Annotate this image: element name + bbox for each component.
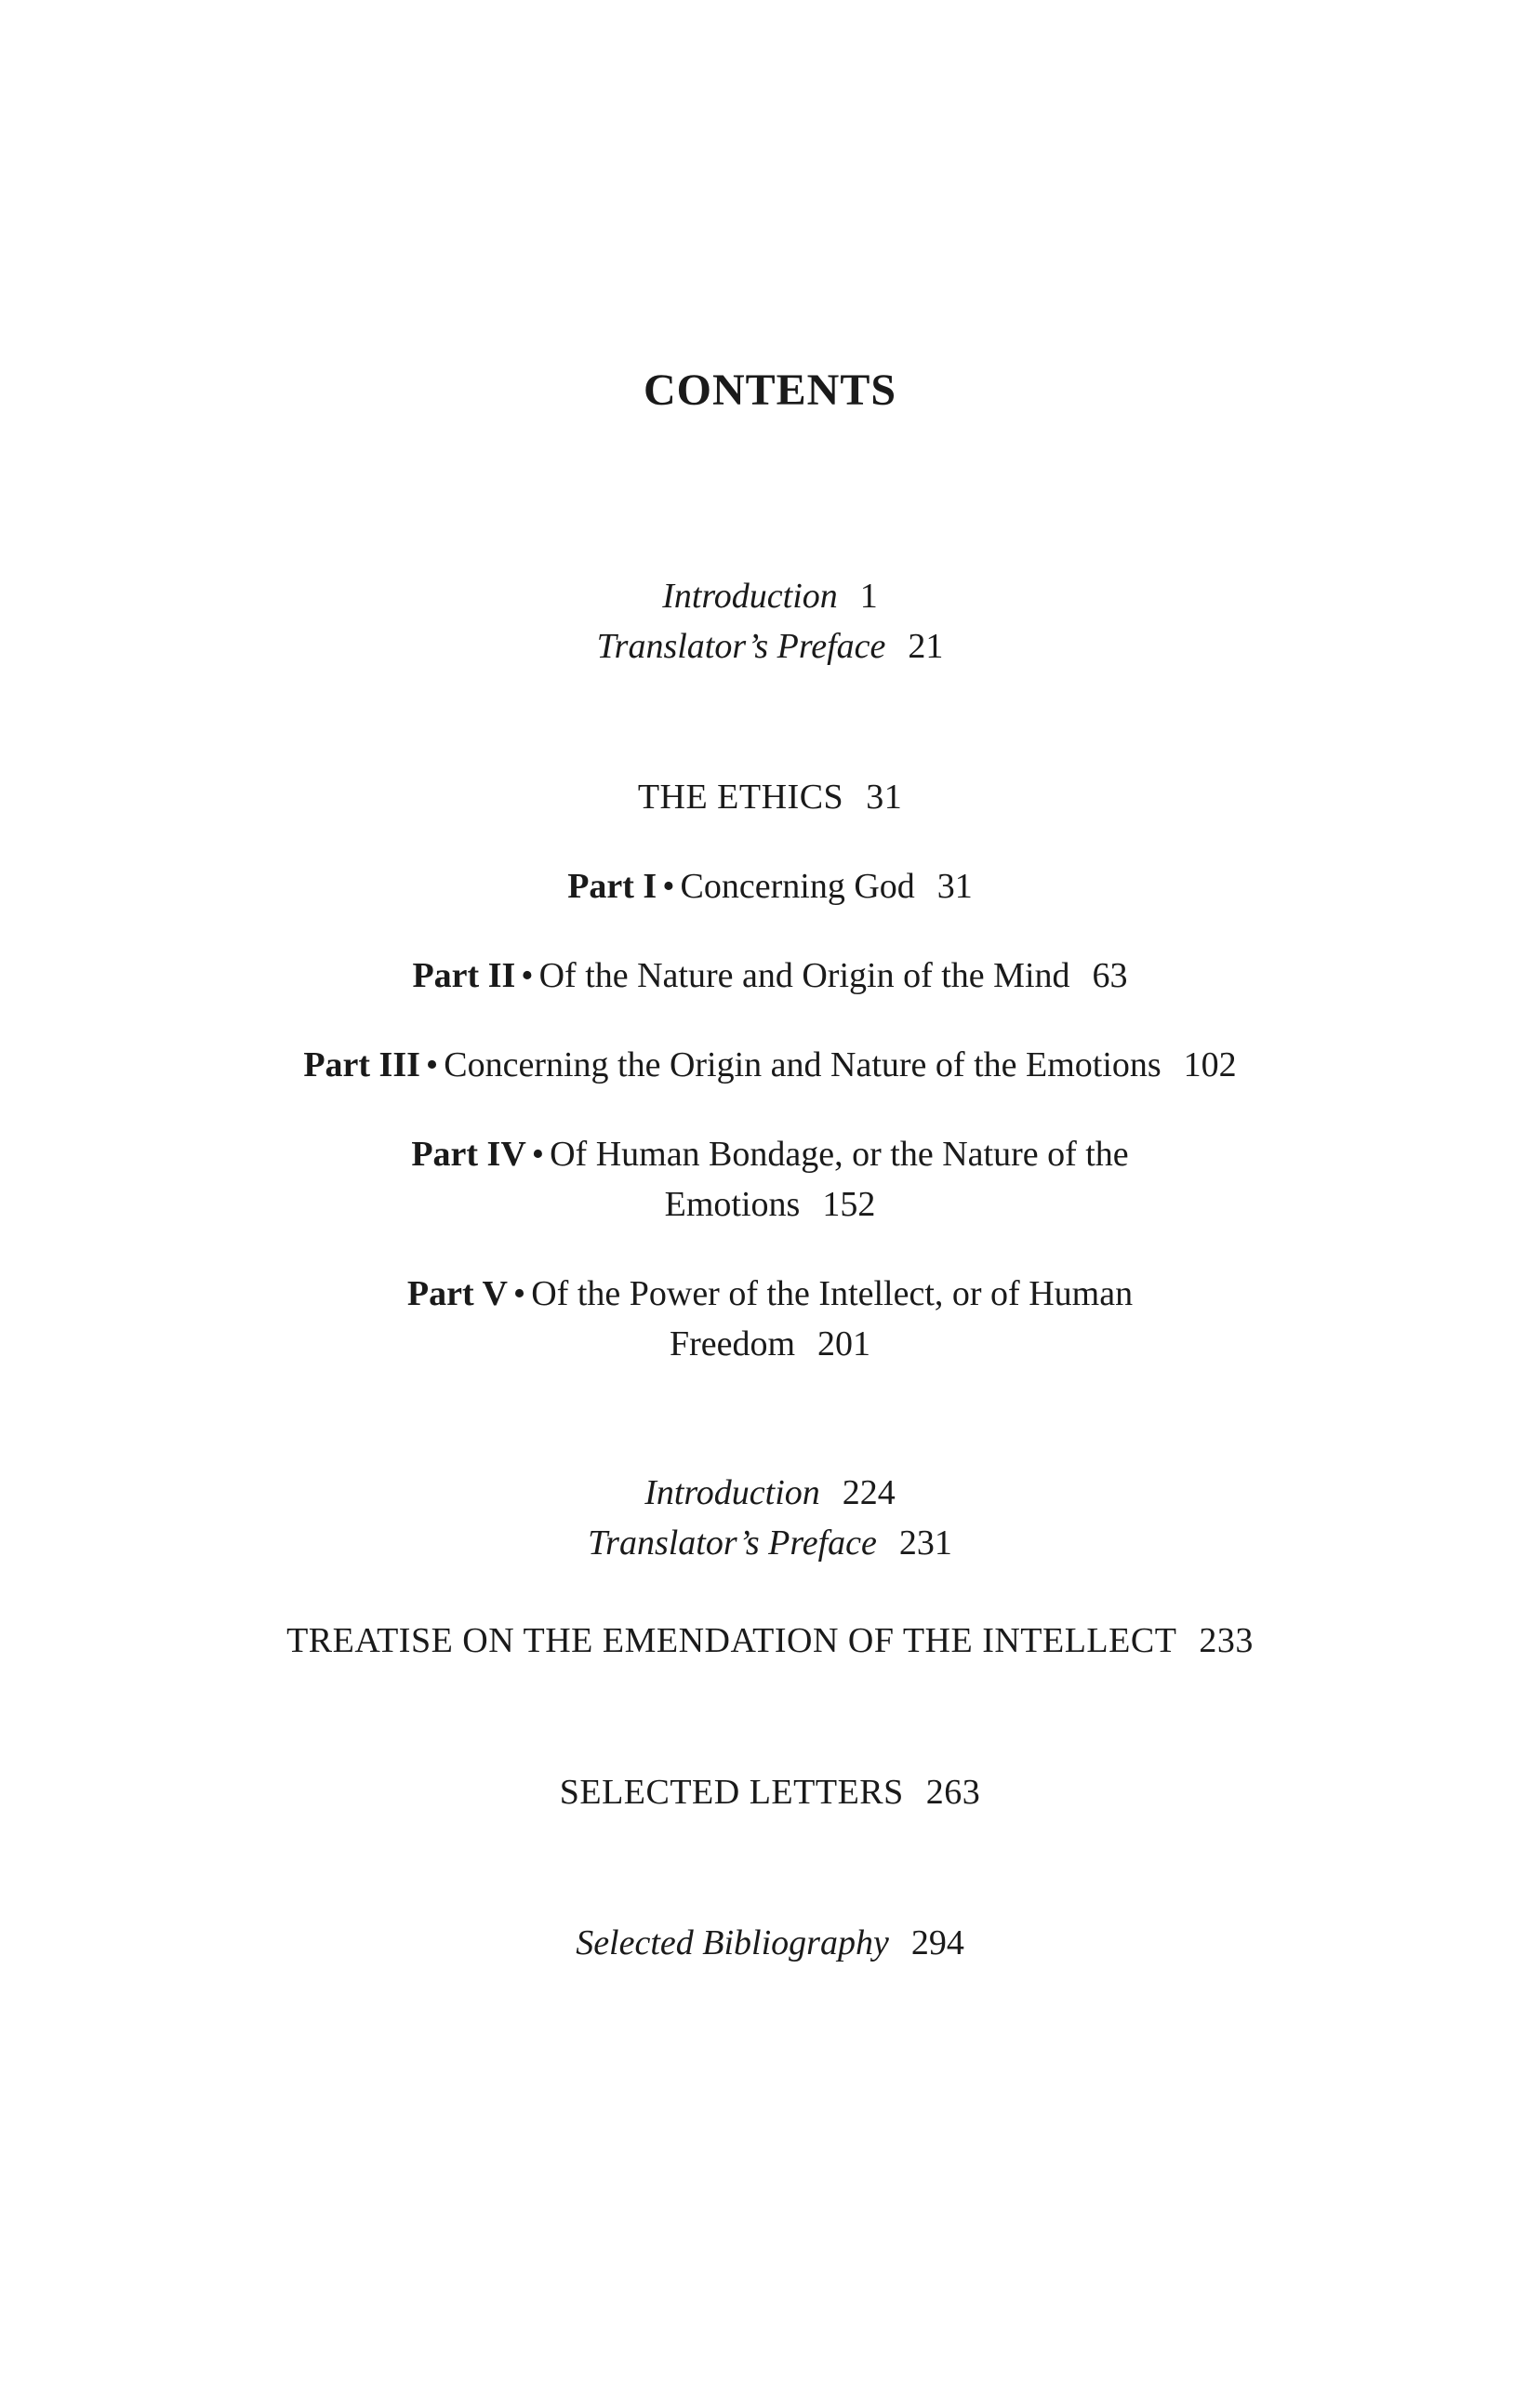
part-title: Of the Power of the Intellect, or of Human [531,1274,1134,1313]
toc-entry-page: 231 [898,1523,952,1563]
toc-entry-treatise-preface[interactable] [0,1525,1540,1561]
part-title-continued: Emotions [664,1185,801,1224]
part-title: Of the Nature and Origin of the Mind [538,956,1070,995]
toc-entry-page: 224 [842,1473,896,1512]
toc-entry-page: 63 [1092,956,1128,995]
toc-entry-page: 201 [817,1324,871,1363]
toc-entry-part-4-continued[interactable] [0,1187,1540,1222]
toc-entry-page: 263 [925,1773,981,1812]
part-title-continued: Freedom [669,1324,796,1363]
toc-entry-label: Introduction [662,577,838,616]
toc-entry-label: Translator’s Preface [596,627,886,666]
toc-entry-page: 152 [822,1185,876,1224]
part-label: Part II [412,956,516,995]
toc-entry-page: 1 [859,577,878,616]
toc-entry-part-5[interactable]: Part V • Of the Power of the Intellect, or of Human [406,1274,1134,1313]
toc-entry-part-4[interactable]: Part IV • Of Human Bondage, or the Nature of the [411,1135,1129,1174]
part-label: Part I [567,867,657,906]
toc-entry-page: 233 [1199,1621,1254,1660]
page-title-text: CONTENTS [643,366,897,415]
toc-entry-label: Selected Bibliography [576,1923,889,1962]
toc-entry-label: THE ETHICS [637,778,844,817]
toc-entry-part-2[interactable]: Part II • Of the Nature and Origin of the Mind 63 [412,956,1128,995]
toc-entry-page: 31 [866,778,903,817]
toc-entry-part-1[interactable]: Part I • Concerning God 31 [567,867,973,906]
toc-entry-selected-bibliography[interactable] [0,1925,1540,1961]
part-label: Part IV [411,1135,526,1174]
toc-entry-page: 21 [908,627,944,666]
toc-entry-selected-letters[interactable] [0,1775,1540,1810]
toc-entry-the-ethics[interactable] [0,779,1540,815]
toc-entry-page: 294 [910,1923,964,1962]
part-title: Concerning the Origin and Nature of the Emotions [444,1045,1162,1084]
toc-entry-label: TREATISE ON THE EMENDATION OF THE INTELLECT [286,1621,1177,1660]
toc-entry-page: 31 [936,867,973,906]
toc-entry-translators-preface[interactable] [0,629,1540,664]
page-title [0,368,1540,413]
toc-entry-part-5-continued[interactable] [0,1326,1540,1362]
toc-entry-introduction[interactable] [0,579,1540,614]
toc-entry-part-3[interactable]: Part III • Concerning the Origin and Nature of the Emotions 102 [303,1045,1237,1084]
toc-entry-label: Translator’s Preface [588,1523,877,1563]
part-title: Of Human Bondage, or the Nature of the [550,1135,1129,1174]
part-label: Part V [406,1274,508,1313]
part-label: Part III [303,1045,420,1084]
toc-entry-treatise-introduction[interactable] [0,1475,1540,1510]
toc-entry-label: SELECTED LETTERS [559,1773,904,1812]
toc-entry-treatise[interactable] [0,1623,1540,1658]
part-title: Concerning God [680,867,915,906]
toc-entry-label: Introduction [644,1473,820,1512]
toc-entry-page: 102 [1183,1045,1237,1084]
